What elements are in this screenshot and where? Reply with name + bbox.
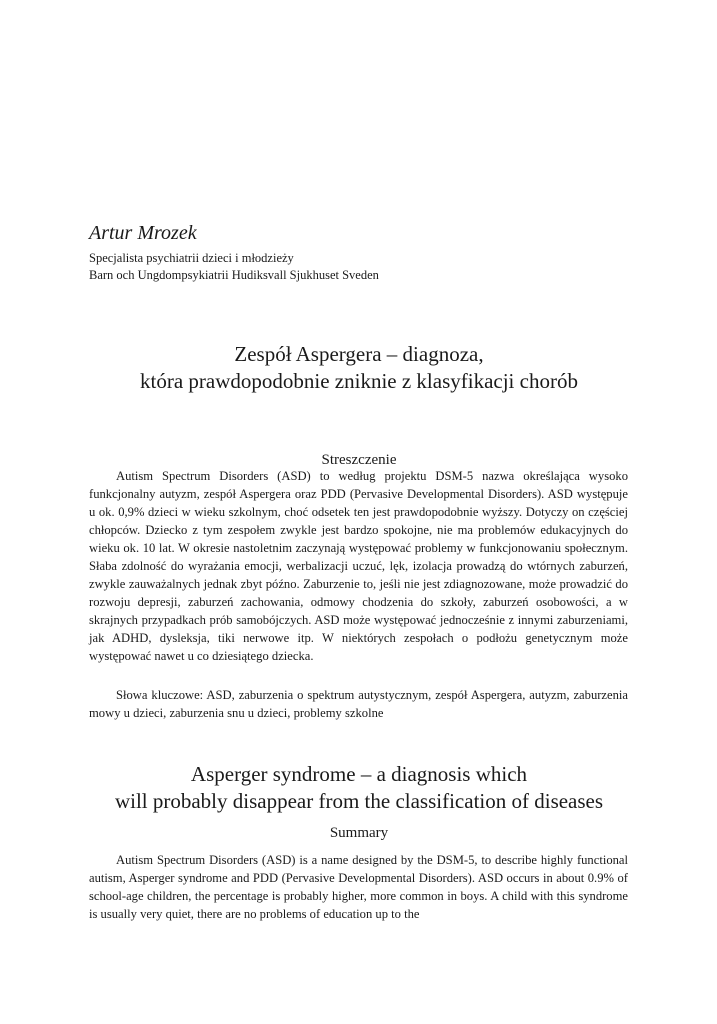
title-english-line-2: will probably disappear from the classification of diseases	[114, 789, 604, 813]
abstract-english: Autism Spectrum Disorders (ASD) is a name designed by the DSM-5, to describe highly functional autism, Asperger syndrome and PDD (Pervasive Developmental Disorders). ASD occurs in about 0.9% of school-age children, the percentage is probably higher, more common in boys. A child with this syndrome is usually very quiet, there are no problems of education up to the	[89, 853, 628, 921]
author-affiliation-1: Specjalista psychiatrii dzieci i młodzieży	[89, 251, 294, 265]
section-heading-summary: Summary	[329, 825, 389, 841]
title-polish	[89, 341, 629, 395]
title-english	[89, 761, 629, 815]
keywords-polish: Słowa kluczowe: ASD, zaburzenia o spektrum autystycznym, zespół Aspergera, autyzm, zaburzenia mowy u dzieci, zaburzenia snu u dzieci, problemy szkolne	[89, 688, 628, 720]
author-name: Artur Mrozek	[89, 222, 197, 244]
section-heading-streszczenie: Streszczenie	[321, 452, 397, 468]
abstract-polish: Autism Spectrum Disorders (ASD) to według projektu DSM-5 nazwa określająca wysoko funkcjonalny autyzm, zespół Aspergera oraz PDD (Pervasive Developmental Disorders). ASD występuje u ok. 0,9% dzieci w wieku szkolnym, choć odsetek ten jest prawdopodobnie wyższy. Dotyczy on częściej chłopców. Dziecko z tym zespołem zwykle jest bardzo spokojne, nie ma problemów edukacyjnych do wieku ok. 10 lat. W okresie nastoletnim zaczynają występować problemy w funkcjonowaniu społecznym. Słaba zdolność do wyrażania emocji, werbalizacji uczuć, lęk, izolacja prowadzą do wtórnych zaburzeń, zwykle zauważalnych jednak zbyt późno. Zaburzenie to, jeśli nie jest zdiagnozowane, może prowadzić do rozwoju depresji, zaburzeń zachowania, odmowy chodzenia do szkoły, zaburzeń osobowości, a w skrajnych przypadkach prób samobójczych. ASD może występować jednocześnie z innymi zaburzeniami, jak ADHD, dysleksja, tiki nerwowe itp. W niektórych zespołach o podłożu genetycznym może występować nawet u co dziesiątego dziecka.	[89, 469, 628, 663]
title-english-line-1: Asperger syndrome – a diagnosis which	[190, 762, 528, 786]
author-affiliation-2: Barn och Ungdompsykiatrii Hudiksvall Sjukhuset Sveden	[89, 268, 379, 282]
title-polish-line-2: która prawdopodobnie zniknie z klasyfikacji chorób	[140, 369, 578, 393]
title-polish-line-1: Zespół Aspergera – diagnoza,	[234, 342, 484, 366]
author-block	[89, 220, 629, 284]
